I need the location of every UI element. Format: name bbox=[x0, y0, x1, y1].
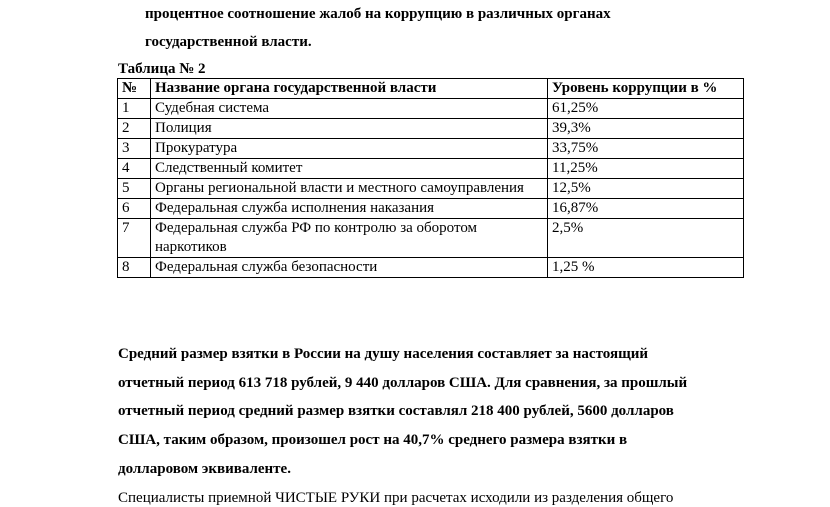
row-number: 5 bbox=[118, 179, 151, 199]
row-agency-name: Органы региональной власти и местного самоуправления bbox=[151, 179, 548, 199]
row-number: 8 bbox=[118, 258, 151, 278]
row-corruption-level: 1,25 % bbox=[548, 258, 744, 278]
row-agency-name: Прокуратура bbox=[151, 139, 548, 159]
row-corruption-level: 33,75% bbox=[548, 139, 744, 159]
row-corruption-level: 39,3% bbox=[548, 119, 744, 139]
table-row bbox=[118, 139, 744, 159]
row-agency-name: Федеральная служба РФ по контролю за оборотом наркотиков bbox=[151, 219, 548, 258]
row-agency-name: Следственный комитет bbox=[151, 159, 548, 179]
header-number: № bbox=[118, 79, 151, 99]
table-row bbox=[118, 199, 744, 219]
table-row bbox=[118, 159, 744, 179]
table-row bbox=[118, 179, 744, 199]
table-row bbox=[118, 258, 744, 278]
header-corruption-level: Уровень коррупции в % bbox=[548, 79, 744, 99]
cutoff-paragraph-line: Специалисты приемной ЧИСТЫЕ РУКИ при расчетах исходили из разделения общего bbox=[118, 490, 674, 506]
row-number: 7 bbox=[118, 219, 151, 258]
row-corruption-level: 12,5% bbox=[548, 179, 744, 199]
header-agency-name: Название органа государственной власти bbox=[151, 79, 548, 99]
table-caption: Таблица № 2 bbox=[118, 61, 206, 77]
row-agency-name: Полиция bbox=[151, 119, 548, 139]
table-row bbox=[118, 219, 744, 258]
row-number: 6 bbox=[118, 199, 151, 219]
row-agency-name: Судебная система bbox=[151, 99, 548, 119]
paragraph-line: Средний размер взятки в России на душу населения составляет за настоящий bbox=[118, 346, 649, 362]
row-agency-name: Федеральная служба исполнения наказания bbox=[151, 199, 548, 219]
row-corruption-level: 2,5% bbox=[548, 219, 744, 258]
paragraph-line: США, таким образом, произошел рост на 40,7% среднего размера взятки в bbox=[118, 432, 628, 448]
intro-line-1: процентное соотношение жалоб на коррупцию в различных органах bbox=[145, 6, 611, 22]
row-number: 4 bbox=[118, 159, 151, 179]
row-number: 2 bbox=[118, 119, 151, 139]
row-corruption-level: 61,25% bbox=[548, 99, 744, 119]
row-corruption-level: 16,87% bbox=[548, 199, 744, 219]
intro-line-2: государственной власти. bbox=[145, 34, 312, 50]
paragraph-line: отчетный период средний размер взятки составлял 218 400 рублей, 5600 долларов bbox=[118, 403, 674, 419]
table-row bbox=[118, 119, 744, 139]
row-corruption-level: 11,25% bbox=[548, 159, 744, 179]
corruption-table bbox=[117, 78, 744, 278]
row-agency-name: Федеральная служба безопасности bbox=[151, 258, 548, 278]
row-number: 3 bbox=[118, 139, 151, 159]
table-header-row bbox=[118, 79, 744, 99]
table-row bbox=[118, 99, 744, 119]
row-number: 1 bbox=[118, 99, 151, 119]
paragraph-line: долларовом эквиваленте. bbox=[118, 461, 291, 477]
paragraph-line: отчетный период 613 718 рублей, 9 440 долларов США. Для сравнения, за прошлый bbox=[118, 375, 688, 391]
